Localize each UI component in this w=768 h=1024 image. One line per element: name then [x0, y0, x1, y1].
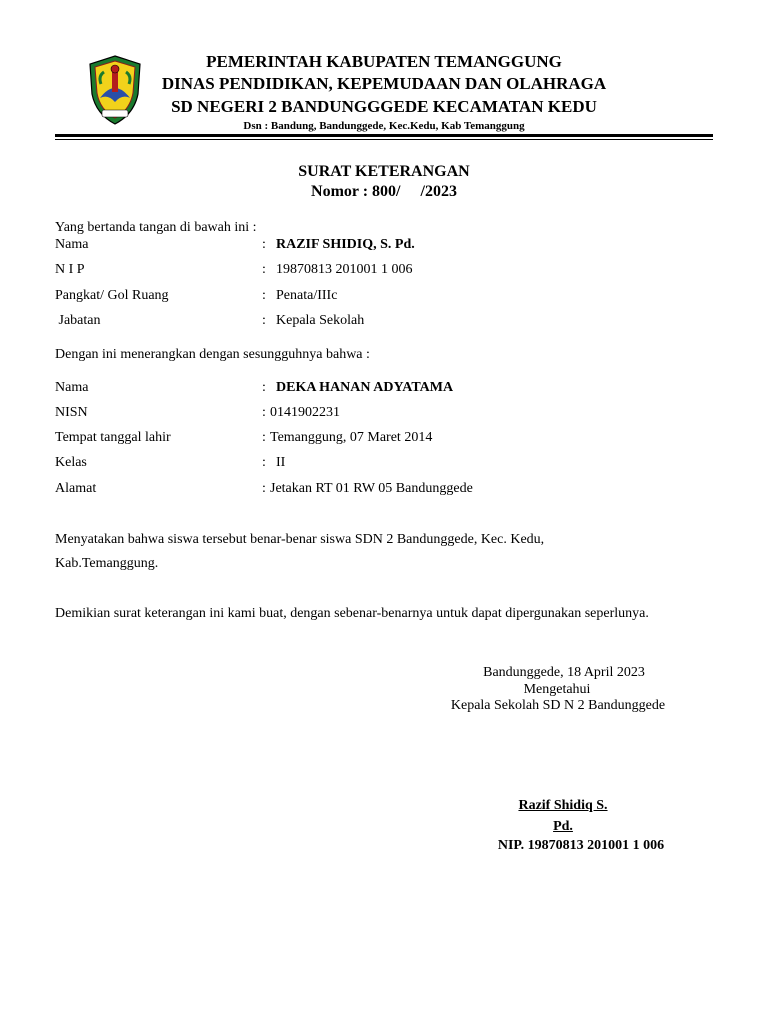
signatory-label-position: Jabatan — [55, 313, 101, 328]
body-statement-line2: Kab.Temanggung. — [55, 556, 159, 571]
student-value-class: II — [276, 455, 286, 470]
header-government-line: PEMERINTAH KABUPATEN TEMANGGUNG — [206, 52, 562, 71]
signatory-colon-name: : — [262, 237, 266, 252]
signatory-colon-nip: : — [262, 262, 266, 277]
student-value-name: DEKA HANAN ADYATAMA — [276, 380, 454, 395]
student-colon-address: : — [262, 481, 266, 496]
signature-position: Kepala Sekolah SD N 2 Bandunggede — [450, 698, 666, 713]
signature-acknowledged: Mengetahui — [523, 682, 591, 697]
student-label-birth: Tempat tanggal lahir — [55, 430, 171, 445]
signature-nip: NIP. 19870813 201001 1 006 — [497, 838, 665, 853]
signatory-label-rank: Pangkat/ Gol Ruang — [55, 288, 169, 303]
signatory-label-nip: N I P — [55, 262, 85, 277]
student-value-address: Jetakan RT 01 RW 05 Bandunggede — [270, 481, 473, 496]
header-school-line: SD NEGERI 2 BANDUNGGGEDE KECAMATAN KEDU — [171, 97, 597, 116]
signatory-value-name: RAZIF SHIDIQ, S. Pd. — [276, 237, 415, 252]
student-label-nisn: NISN — [55, 405, 88, 420]
header-divider-thin — [55, 139, 713, 140]
student-value-birth: Temanggung, 07 Maret 2014 — [270, 430, 433, 445]
body-closing-text: Demikian surat keterangan ini kami buat, dengan sebenar-benarnya untuk dapat dipergunakan seperlunya. — [55, 606, 649, 621]
student-colon-name: : — [262, 380, 266, 395]
header-address-line: Dsn : Bandung, Bandunggede, Kec.Kedu, Kab Temanggung — [243, 120, 525, 132]
student-value-nisn: 0141902231 — [270, 405, 340, 420]
student-colon-class: : — [262, 455, 266, 470]
header-divider-thick — [55, 134, 713, 137]
header-department-line: DINAS PENDIDIKAN, KEPEMUDAAN DAN OLAHRAGA — [161, 74, 607, 93]
student-label-address: Alamat — [55, 481, 97, 496]
letter-title: SURAT KETERANGAN — [298, 163, 470, 180]
signatory-value-nip: 19870813 201001 1 006 — [276, 262, 413, 277]
signature-name-line1: Razif Shidiq S. — [518, 798, 608, 813]
statement-intro-text: Dengan ini menerangkan dengan sesungguhnya bahwa : — [55, 347, 370, 362]
signature-name-line2: Pd. — [553, 819, 573, 834]
student-label-name: Nama — [55, 380, 89, 395]
student-colon-nisn: : — [262, 405, 266, 420]
signature-place-date: Bandunggede, 18 April 2023 — [483, 665, 645, 680]
student-label-class: Kelas — [55, 455, 87, 470]
letter-number: Nomor : 800/ /2023 — [311, 183, 457, 200]
signatory-colon-position: : — [262, 313, 266, 328]
body-statement-line1: Menyatakan bahwa siswa tersebut benar-benar siswa SDN 2 Bandunggede, Kec. Kedu, — [55, 532, 545, 547]
signatory-value-position: Kepala Sekolah — [276, 313, 365, 328]
signatory-value-rank: Penata/IIIc — [276, 288, 338, 303]
student-colon-birth: : — [262, 430, 266, 445]
intro-text: Yang bertanda tangan di bawah ini : — [55, 220, 257, 235]
signatory-label-name: Nama — [55, 237, 89, 252]
signatory-colon-rank: : — [262, 288, 266, 303]
